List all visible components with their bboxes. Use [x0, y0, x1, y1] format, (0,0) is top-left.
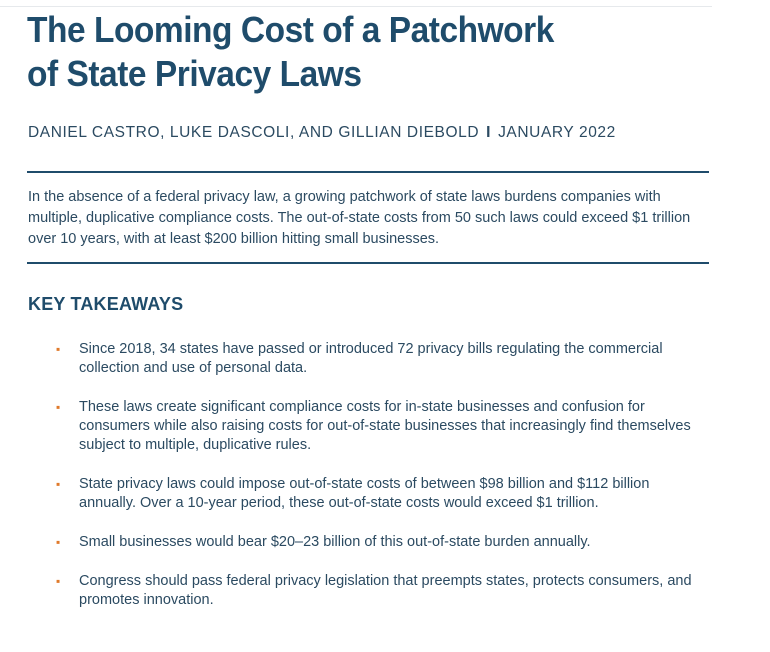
key-takeaways-heading: KEY TAKEAWAYS [28, 294, 184, 314]
list-item [0, 340, 709, 378]
takeaway-text: Congress should pass federal privacy legislation that preempts states, protects consumers, and promotes innovation. [79, 573, 692, 608]
byline [28, 124, 616, 142]
title-line-2: of State Privacy Laws [27, 53, 362, 94]
bullet-icon: ▪ [56, 342, 61, 356]
takeaway-text: State privacy laws could impose out-of-state costs of between $98 billion and $112 billion annually. Over a 10-year period, these out-of-state costs would exceed $1 trillion. [79, 476, 650, 511]
key-takeaways-list [0, 340, 770, 630]
publication-date: JANUARY 2022 [498, 124, 616, 141]
takeaway-text: Since 2018, 34 states have passed or introduced 72 privacy bills regulating the commercial collection and use of personal data. [79, 341, 663, 376]
list-item [0, 572, 709, 610]
top-divider [0, 6, 712, 7]
summary-top-rule [27, 171, 709, 173]
summary-text: In the absence of a federal privacy law, a growing patchwork of state laws burdens companies with multiple, duplicative compliance costs. The out-of-state costs from 50 such laws could exceed $1 trillion over 10 years, with at least $200 billion hitting small businesses. [28, 189, 691, 247]
document-title [27, 8, 669, 96]
bullet-icon: ▪ [56, 400, 61, 414]
bullet-icon: ▪ [56, 535, 61, 549]
list-item [0, 398, 709, 455]
list-item [0, 533, 709, 552]
bullet-icon: ▪ [56, 574, 61, 588]
takeaway-text: Small businesses would bear $20–23 billion of this out-of-state burden annually. [79, 534, 591, 550]
authors: DANIEL CASTRO, LUKE DASCOLI, AND GILLIAN DIEBOLD [28, 124, 480, 141]
byline-separator: I [486, 124, 492, 141]
summary-bottom-rule [27, 262, 709, 264]
title-line-1: The Looming Cost of a Patchwork [27, 9, 554, 50]
list-item [0, 475, 709, 513]
bullet-icon: ▪ [56, 477, 61, 491]
takeaway-text: These laws create significant compliance costs for in-state businesses and confusion for consumers while also raising costs for out-of-state businesses that increasingly find themselves subject to multiple, duplicative rules. [79, 399, 691, 453]
